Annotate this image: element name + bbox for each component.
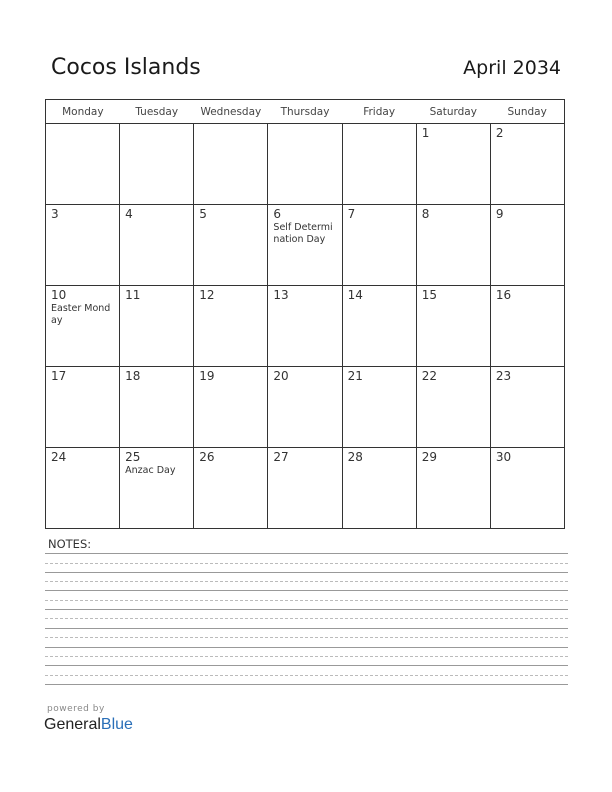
- notes-line: [45, 656, 568, 657]
- day-number: 7: [347, 207, 356, 221]
- day-number: 16: [495, 288, 512, 302]
- day-number: 2: [495, 126, 504, 140]
- day-cell: [490, 286, 564, 367]
- powered-by-text: powered by: [47, 704, 105, 714]
- day-number: 29: [421, 450, 437, 464]
- weekday-header: Tuesday: [120, 100, 194, 124]
- calendar-country-title: Cocos Islands: [51, 55, 201, 80]
- day-number: 18: [125, 369, 141, 383]
- holiday-label: Easter Monday: [51, 303, 111, 326]
- day-number: 12: [199, 288, 215, 302]
- day-cell: [416, 205, 490, 286]
- day-number: 1: [421, 126, 430, 140]
- empty-day-cell: [342, 124, 416, 205]
- day-cell: [268, 448, 342, 529]
- day-number: 17: [51, 369, 67, 383]
- day-number: 15: [421, 288, 437, 302]
- day-cell: [490, 448, 564, 529]
- notes-label: NOTES:: [48, 537, 92, 551]
- day-cell: [194, 367, 268, 448]
- logo-general: General: [44, 716, 101, 733]
- empty-day-cell: [194, 124, 268, 205]
- day-number: 4: [125, 207, 133, 221]
- week-row: [46, 448, 565, 529]
- day-cell: [490, 124, 564, 205]
- weekday-header: Saturday: [416, 100, 490, 124]
- weekday-header: Sunday: [490, 100, 564, 124]
- day-cell: [490, 367, 564, 448]
- day-number: 6: [273, 207, 282, 221]
- day-cell: [416, 367, 490, 448]
- day-number: 23: [495, 369, 512, 383]
- weekday-header: Wednesday: [194, 100, 268, 124]
- day-number: 20: [273, 369, 289, 383]
- day-number: 24: [51, 450, 67, 464]
- day-number: 5: [199, 207, 207, 221]
- day-number: 19: [199, 369, 215, 383]
- notes-line: [45, 618, 568, 619]
- day-cell: [416, 286, 490, 367]
- day-number: 13: [273, 288, 289, 302]
- week-row: [46, 286, 565, 367]
- day-cell: [194, 286, 268, 367]
- notes-line: [45, 600, 568, 601]
- week-row: [46, 124, 565, 205]
- day-cell: [46, 286, 120, 367]
- notes-line: [45, 665, 568, 666]
- notes-line: [45, 563, 568, 564]
- day-cell: [46, 205, 120, 286]
- day-number: 8: [421, 207, 430, 221]
- notes-line: [45, 590, 568, 591]
- weekday-header-row: [46, 100, 565, 124]
- day-cell: [120, 367, 194, 448]
- notes-line: [45, 628, 568, 629]
- day-cell: [120, 448, 194, 529]
- day-number: 30: [495, 450, 512, 464]
- notes-line: [45, 553, 568, 554]
- day-number: 21: [347, 369, 363, 383]
- day-cell: [120, 205, 194, 286]
- generalblue-logo[interactable]: [44, 716, 133, 734]
- day-cell: [342, 205, 416, 286]
- weekday-header: Friday: [342, 100, 416, 124]
- day-cell: [416, 124, 490, 205]
- week-row: [46, 205, 565, 286]
- day-number: 26: [199, 450, 215, 464]
- day-cell: [490, 205, 564, 286]
- empty-day-cell: [268, 124, 342, 205]
- day-cell: [268, 205, 342, 286]
- day-number: 28: [347, 450, 363, 464]
- empty-day-cell: [120, 124, 194, 205]
- holiday-label: Anzac Day: [125, 465, 176, 476]
- month-calendar-grid: [45, 99, 565, 529]
- notes-line: [45, 675, 568, 676]
- day-number: 9: [495, 207, 504, 221]
- day-cell: [342, 367, 416, 448]
- logo-blue: Blue: [100, 716, 133, 733]
- notes-line: [45, 609, 568, 610]
- day-number: 10: [51, 288, 67, 302]
- day-number: 11: [125, 288, 141, 302]
- day-cell: [342, 286, 416, 367]
- day-number: 3: [51, 207, 59, 221]
- calendar-month-label: April 2034: [463, 57, 561, 79]
- day-number: 22: [421, 369, 437, 383]
- day-number: 25: [125, 450, 141, 464]
- day-cell: [194, 205, 268, 286]
- weekday-header: Monday: [46, 100, 120, 124]
- notes-line: [45, 637, 568, 638]
- day-cell: [194, 448, 268, 529]
- weekday-header: Thursday: [268, 100, 342, 124]
- day-cell: [46, 367, 120, 448]
- empty-day-cell: [46, 124, 120, 205]
- day-cell: [268, 367, 342, 448]
- notes-line: [45, 581, 568, 582]
- day-cell: [342, 448, 416, 529]
- day-cell: [416, 448, 490, 529]
- holiday-label: Self Determination Day: [273, 222, 333, 245]
- notes-line: [45, 647, 568, 648]
- week-row: [46, 367, 565, 448]
- day-number: 14: [347, 288, 363, 302]
- day-number: 27: [273, 450, 289, 464]
- notes-line: [45, 572, 568, 573]
- day-cell: [120, 286, 194, 367]
- day-cell: [268, 286, 342, 367]
- notes-line: [45, 684, 568, 685]
- day-cell: [46, 448, 120, 529]
